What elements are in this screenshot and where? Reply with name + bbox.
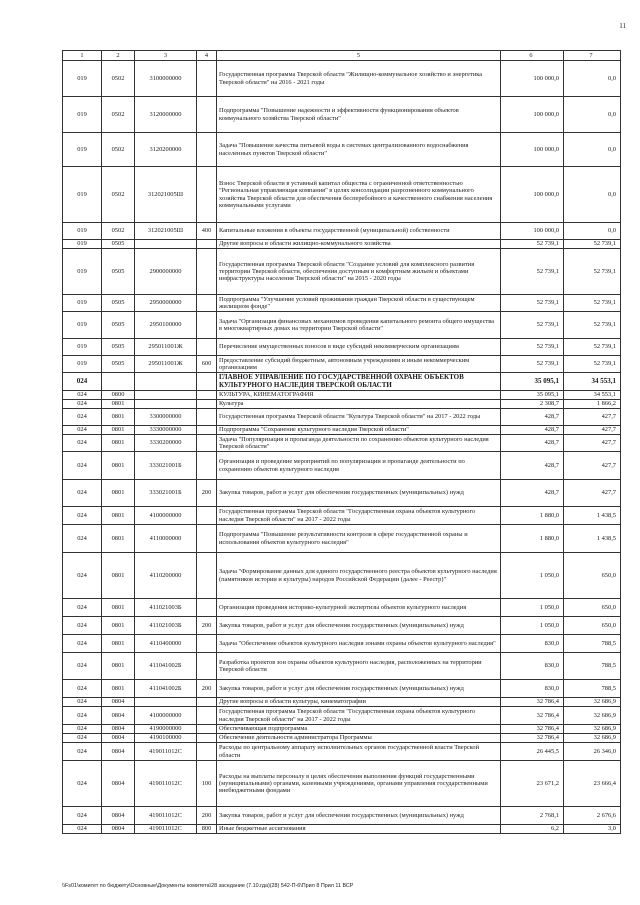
target-code-cell: 333021001Б: [135, 452, 197, 480]
amount-2019-cell: 52 739,1: [501, 240, 564, 249]
section-code-cell: 0801: [102, 553, 135, 599]
section-code-cell: 0502: [102, 61, 135, 97]
description-cell: Государственная программа Тверской области "Жилищно-коммунальное хозяйство и энергетика Тверской области" на 2016 - 2021 годы: [217, 61, 501, 97]
target-code-cell: 333021001Б: [135, 480, 197, 507]
amount-2020-cell: 0,0: [564, 97, 621, 133]
table-row: [63, 452, 621, 480]
description-cell: Закупка товаров, работ и услуг для обеспечения государственных (муниципальных) нужд: [217, 807, 501, 825]
expense-type-cell: [197, 97, 217, 133]
admin-code-cell: 024: [63, 553, 102, 599]
admin-code-cell: 024: [63, 825, 102, 834]
amount-2019-cell: 1 050,0: [501, 553, 564, 599]
amount-2019-cell: 32 786,4: [501, 698, 564, 707]
amount-2020-cell: 650,0: [564, 599, 621, 617]
description-cell: Иные бюджетные ассигнования: [217, 825, 501, 834]
section-code-cell: 0804: [102, 825, 135, 834]
table-row: [63, 133, 621, 167]
admin-code-cell: 019: [63, 167, 102, 223]
admin-code-cell: 019: [63, 312, 102, 339]
amount-2019-cell: 23 671,2: [501, 761, 564, 807]
table-row: [63, 61, 621, 97]
expense-type-cell: [197, 391, 217, 400]
section-code-cell: 0502: [102, 97, 135, 133]
table-row: [63, 761, 621, 807]
target-code-cell: [135, 373, 197, 391]
target-code-cell: 312021005Ш: [135, 223, 197, 240]
admin-code-cell: 024: [63, 617, 102, 635]
expense-type-cell: [197, 249, 217, 295]
header-cell-5: 5: [217, 51, 501, 61]
amount-2020-cell: 52 739,1: [564, 356, 621, 373]
amount-2020-cell: 0,0: [564, 61, 621, 97]
section-code-cell: 0800: [102, 391, 135, 400]
table-row: [63, 698, 621, 707]
expense-type-cell: [197, 435, 217, 452]
description-cell: Организация и проведение мероприятий по популяризации и пропаганде деятельности по сохранению объектов культурного наследия: [217, 452, 501, 480]
target-code-cell: 4100000000: [135, 707, 197, 725]
target-code-cell: [135, 400, 197, 409]
expense-type-cell: [197, 725, 217, 734]
description-cell: Расходы на выплаты персоналу в целях обеспечения выполнения функций государственными (муниципальными) органами, казенными учреждениями, органами управления государственными внебюджетными фондами: [217, 761, 501, 807]
table-row: [63, 295, 621, 312]
admin-code-cell: 024: [63, 761, 102, 807]
table-row: [63, 312, 621, 339]
admin-code-cell: 024: [63, 480, 102, 507]
amount-2019-cell: 35 095,1: [501, 373, 564, 391]
amount-2020-cell: 1 438,5: [564, 507, 621, 525]
expense-type-cell: [197, 61, 217, 97]
admin-code-cell: 024: [63, 373, 102, 391]
amount-2019-cell: 428,7: [501, 435, 564, 452]
amount-2020-cell: 427,7: [564, 452, 621, 480]
expense-type-cell: 400: [197, 223, 217, 240]
target-code-cell: 295011001Ж: [135, 356, 197, 373]
table-row: [63, 409, 621, 426]
amount-2020-cell: 52 739,1: [564, 295, 621, 312]
amount-2020-cell: 0,0: [564, 167, 621, 223]
expense-type-cell: [197, 653, 217, 680]
amount-2019-cell: 100 000,0: [501, 97, 564, 133]
expense-type-cell: [197, 635, 217, 653]
target-code-cell: 419011012С: [135, 807, 197, 825]
admin-code-cell: 024: [63, 707, 102, 725]
target-code-cell: 3100000000: [135, 61, 197, 97]
admin-code-cell: 024: [63, 680, 102, 698]
table-row: [63, 480, 621, 507]
expense-type-cell: [197, 525, 217, 553]
section-code-cell: 0801: [102, 680, 135, 698]
admin-code-cell: 024: [63, 452, 102, 480]
amount-2019-cell: 428,7: [501, 480, 564, 507]
amount-2019-cell: 52 739,1: [501, 249, 564, 295]
target-code-cell: 419011012С: [135, 761, 197, 807]
target-code-cell: 419011012С: [135, 743, 197, 761]
section-code-cell: 0801: [102, 426, 135, 435]
description-cell: Задача "Повышение качества питьевой воды в системах централизованного водоснабжения населенных пунктов Тверской области": [217, 133, 501, 167]
expense-type-cell: [197, 295, 217, 312]
table-row: [63, 240, 621, 249]
section-code-cell: 0505: [102, 312, 135, 339]
amount-2020-cell: 32 686,9: [564, 725, 621, 734]
description-cell: Государственная программа Тверской области "Культура Тверской области" на 2017 - 2022 годы: [217, 409, 501, 426]
table-row: [63, 400, 621, 409]
table-row: [63, 825, 621, 834]
amount-2019-cell: 100 000,0: [501, 133, 564, 167]
description-cell: Подпрограмма "Улучшение условий проживания граждан Тверской области в существующем жилищном фонде": [217, 295, 501, 312]
admin-code-cell: 024: [63, 743, 102, 761]
section-code-cell: 0502: [102, 167, 135, 223]
amount-2020-cell: 427,7: [564, 480, 621, 507]
amount-2020-cell: 32 686,9: [564, 734, 621, 743]
amount-2020-cell: 650,0: [564, 553, 621, 599]
section-code-cell: 0801: [102, 480, 135, 507]
expense-type-cell: [197, 507, 217, 525]
expense-type-cell: [197, 373, 217, 391]
expense-type-cell: 200: [197, 617, 217, 635]
expense-type-cell: 200: [197, 680, 217, 698]
description-cell: Обеспечение деятельности администратора Программы: [217, 734, 501, 743]
target-code-cell: 411041002Б: [135, 680, 197, 698]
description-cell: Подпрограмма "Повышение надежности и эффективности функционирования объектов коммунального хозяйства Тверской области": [217, 97, 501, 133]
amount-2020-cell: 3,0: [564, 825, 621, 834]
target-code-cell: 419011012С: [135, 825, 197, 834]
admin-code-cell: 019: [63, 97, 102, 133]
expense-type-cell: [197, 400, 217, 409]
footer-file-path: \\Fs01\комитет по бюджету\Основные\Документы комитета\28 заседание (7.10.гда)(28) 542-П-6\Прил 8 Прил 11 ВСР: [62, 883, 354, 889]
header-cell-2: 2: [102, 51, 135, 61]
target-code-cell: 312021005Ш: [135, 167, 197, 223]
description-cell: Перечисление имущественных взносов в виде субсидий некоммерческим организациям: [217, 339, 501, 356]
admin-code-cell: 024: [63, 435, 102, 452]
section-code-cell: 0804: [102, 734, 135, 743]
amount-2019-cell: 52 739,1: [501, 339, 564, 356]
expense-type-cell: [197, 409, 217, 426]
description-cell: Организация проведения историко-культурной экспертизы объектов культурного наследия: [217, 599, 501, 617]
section-code-cell: 0801: [102, 525, 135, 553]
section-code-cell: 0502: [102, 223, 135, 240]
table-row: [63, 435, 621, 452]
expense-type-cell: 100: [197, 761, 217, 807]
expense-type-cell: [197, 426, 217, 435]
admin-code-cell: 024: [63, 599, 102, 617]
admin-code-cell: 019: [63, 339, 102, 356]
table-row: [63, 339, 621, 356]
target-code-cell: 295011001Ж: [135, 339, 197, 356]
description-cell: Задача "Обеспечение объектов культурного наследия зонами охраны объектов культурного наследия": [217, 635, 501, 653]
amount-2020-cell: 427,7: [564, 409, 621, 426]
amount-2019-cell: 2 308,7: [501, 400, 564, 409]
section-code-cell: 0804: [102, 707, 135, 725]
amount-2019-cell: 1 880,0: [501, 507, 564, 525]
amount-2019-cell: 2 768,1: [501, 807, 564, 825]
description-cell: Подпрограмма "Сохранение культурного наследия Тверской области": [217, 426, 501, 435]
target-code-cell: 2900000000: [135, 249, 197, 295]
description-cell: Обеспечивающая подпрограмма: [217, 725, 501, 734]
amount-2019-cell: 52 739,1: [501, 295, 564, 312]
expense-type-cell: [197, 167, 217, 223]
description-cell: Расходы по центральному аппарату исполнительных органов государственной власти Тверской области: [217, 743, 501, 761]
target-code-cell: 3330200000: [135, 435, 197, 452]
amount-2020-cell: 650,0: [564, 617, 621, 635]
table-row: [63, 743, 621, 761]
table-row: [63, 680, 621, 698]
target-code-cell: [135, 391, 197, 400]
expense-type-cell: 600: [197, 356, 217, 373]
description-cell: Закупка товаров, работ и услуг для обеспечения государственных (муниципальных) нужд: [217, 480, 501, 507]
expense-type-cell: 200: [197, 480, 217, 507]
amount-2020-cell: 0,0: [564, 223, 621, 240]
target-code-cell: 2950100000: [135, 312, 197, 339]
amount-2020-cell: 32 686,9: [564, 707, 621, 725]
expense-type-cell: [197, 734, 217, 743]
table-row: [63, 635, 621, 653]
description-cell: Задача "Формирование данных для единого государственного реестра объектов культурного наследия (памятников истории и культуры) народов Российской Федерации (далее - Реестр)": [217, 553, 501, 599]
amount-2020-cell: 32 686,9: [564, 698, 621, 707]
expense-type-cell: [197, 452, 217, 480]
table-row: [63, 617, 621, 635]
target-code-cell: 4190100000: [135, 734, 197, 743]
section-code-cell: 0505: [102, 339, 135, 356]
section-code-cell: 0801: [102, 599, 135, 617]
target-code-cell: 4100000000: [135, 507, 197, 525]
amount-2019-cell: 100 000,0: [501, 61, 564, 97]
description-cell: Предоставление субсидий бюджетным, автономным учреждениям и иным некоммерческим организациям: [217, 356, 501, 373]
target-code-cell: 2950000000: [135, 295, 197, 312]
amount-2020-cell: 427,7: [564, 435, 621, 452]
amount-2020-cell: 1 438,5: [564, 525, 621, 553]
amount-2019-cell: 32 786,4: [501, 707, 564, 725]
table-row: [63, 553, 621, 599]
amount-2019-cell: 1 050,0: [501, 617, 564, 635]
amount-2020-cell: 788,5: [564, 635, 621, 653]
amount-2019-cell: 428,7: [501, 452, 564, 480]
admin-code-cell: 024: [63, 525, 102, 553]
expense-type-cell: [197, 240, 217, 249]
expense-type-cell: [197, 698, 217, 707]
section-code-cell: 0801: [102, 635, 135, 653]
admin-code-cell: 019: [63, 223, 102, 240]
target-code-cell: 4110400000: [135, 635, 197, 653]
admin-code-cell: 024: [63, 725, 102, 734]
section-code-cell: 0804: [102, 761, 135, 807]
amount-2019-cell: 35 095,1: [501, 391, 564, 400]
target-code-cell: 3330000000: [135, 426, 197, 435]
amount-2019-cell: 32 786,4: [501, 725, 564, 734]
description-cell: ГЛАВНОЕ УПРАВЛЕНИЕ ПО ГОСУДАРСТВЕННОЙ ОХРАНЕ ОБЪЕКТОВ КУЛЬТУРНОГО НАСЛЕДИЯ ТВЕРСКОЙ ОБЛАСТИ: [217, 373, 501, 391]
admin-code-cell: 019: [63, 133, 102, 167]
amount-2020-cell: 52 739,1: [564, 339, 621, 356]
section-code-cell: 0804: [102, 725, 135, 734]
target-code-cell: 411041002Б: [135, 653, 197, 680]
amount-2020-cell: 1 866,2: [564, 400, 621, 409]
admin-code-cell: 019: [63, 295, 102, 312]
target-code-cell: 3120000000: [135, 97, 197, 133]
target-code-cell: 411021003Б: [135, 617, 197, 635]
section-code-cell: 0505: [102, 295, 135, 312]
admin-code-cell: 019: [63, 356, 102, 373]
expense-type-cell: 200: [197, 807, 217, 825]
target-code-cell: 3300000000: [135, 409, 197, 426]
budget-table: [62, 50, 621, 834]
amount-2019-cell: 26 445,5: [501, 743, 564, 761]
amount-2020-cell: 34 553,1: [564, 391, 621, 400]
expense-type-cell: [197, 312, 217, 339]
amount-2019-cell: 32 786,4: [501, 734, 564, 743]
amount-2020-cell: 26 346,0: [564, 743, 621, 761]
section-code-cell: 0801: [102, 617, 135, 635]
table-header-row: [63, 51, 621, 61]
section-code-cell: 0801: [102, 400, 135, 409]
header-cell-1: 1: [63, 51, 102, 61]
amount-2019-cell: 1 050,0: [501, 599, 564, 617]
table-row: [63, 356, 621, 373]
description-cell: Другие вопросы в области жилищно-коммунального хозяйства: [217, 240, 501, 249]
admin-code-cell: 019: [63, 61, 102, 97]
section-code-cell: 0505: [102, 356, 135, 373]
target-code-cell: 3120200000: [135, 133, 197, 167]
section-code-cell: 0804: [102, 743, 135, 761]
description-cell: Культура: [217, 400, 501, 409]
section-code-cell: 0801: [102, 409, 135, 426]
table-row: [63, 223, 621, 240]
table-row: [63, 653, 621, 680]
target-code-cell: [135, 240, 197, 249]
target-code-cell: 4110000000: [135, 525, 197, 553]
description-cell: Задача "Организация финансовых механизмов проведения капитального ремонта общего имущества в многоквартирных домах на территории Тверской области": [217, 312, 501, 339]
target-code-cell: 4190000000: [135, 725, 197, 734]
section-code-cell: 0505: [102, 240, 135, 249]
expense-type-cell: [197, 743, 217, 761]
description-cell: Государственная программа Тверской области "Создание условий для комплексного развития территории Тверской области, обеспечения доступным и комфортным жильем и объектами инфраструктуры населения Тверской области" на 2015 - 2020 годы: [217, 249, 501, 295]
amount-2019-cell: 428,7: [501, 409, 564, 426]
target-code-cell: 4110200000: [135, 553, 197, 599]
target-code-cell: [135, 698, 197, 707]
amount-2020-cell: 52 739,1: [564, 249, 621, 295]
target-code-cell: 411021003Б: [135, 599, 197, 617]
table-row: [63, 599, 621, 617]
expense-type-cell: [197, 707, 217, 725]
description-cell: Государственная программа Тверской области "Государственная охрана объектов культурного наследия Тверской области" на 2017 - 2022 годы: [217, 707, 501, 725]
amount-2020-cell: 34 553,1: [564, 373, 621, 391]
table-row: [63, 734, 621, 743]
expense-type-cell: [197, 339, 217, 356]
section-code-cell: 0804: [102, 698, 135, 707]
amount-2020-cell: 427,7: [564, 426, 621, 435]
section-code-cell: 0801: [102, 435, 135, 452]
amount-2019-cell: 830,0: [501, 635, 564, 653]
amount-2019-cell: 100 000,0: [501, 167, 564, 223]
table-row: [63, 249, 621, 295]
amount-2019-cell: 52 739,1: [501, 356, 564, 373]
amount-2020-cell: 23 666,4: [564, 761, 621, 807]
table-row: [63, 507, 621, 525]
table-row: [63, 97, 621, 133]
description-cell: Взнос Тверской области в уставный капитал общества с ограниченной ответственностью "Региональная управляющая компания" в целях консолидации разрозненного коммунального хозяйства Тверской области для обеспечения бесперебойного и качественного снабжения населения коммунальными услугами: [217, 167, 501, 223]
amount-2019-cell: 830,0: [501, 680, 564, 698]
header-cell-3: 3: [135, 51, 197, 61]
admin-code-cell: 024: [63, 635, 102, 653]
expense-type-cell: [197, 599, 217, 617]
section-code-cell: 0801: [102, 653, 135, 680]
amount-2019-cell: 1 880,0: [501, 525, 564, 553]
admin-code-cell: 019: [63, 240, 102, 249]
table-row: [63, 391, 621, 400]
admin-code-cell: 019: [63, 249, 102, 295]
description-cell: Капитальные вложения в объекты государственной (муниципальной) собственности: [217, 223, 501, 240]
description-cell: Государственная программа Тверской области "Государственная охрана объектов культурного наследия Тверской области" на 2017 - 2022 годы: [217, 507, 501, 525]
admin-code-cell: 024: [63, 653, 102, 680]
admin-code-cell: 024: [63, 734, 102, 743]
amount-2020-cell: 2 676,6: [564, 807, 621, 825]
section-code-cell: 0505: [102, 249, 135, 295]
header-cell-4: 4: [197, 51, 217, 61]
table-row: [63, 807, 621, 825]
page-number: 11: [619, 22, 626, 30]
amount-2019-cell: 100 000,0: [501, 223, 564, 240]
table-row: [63, 373, 621, 391]
table-row: [63, 525, 621, 553]
amount-2020-cell: 52 739,1: [564, 240, 621, 249]
description-cell: Закупка товаров, работ и услуг для обеспечения государственных (муниципальных) нужд: [217, 617, 501, 635]
amount-2020-cell: 788,5: [564, 680, 621, 698]
section-code-cell: 0502: [102, 133, 135, 167]
admin-code-cell: 024: [63, 409, 102, 426]
description-cell: Задача "Популяризация и пропаганда деятельности по сохранению объектов культурного наследия Тверской области": [217, 435, 501, 452]
section-code-cell: 0801: [102, 452, 135, 480]
description-cell: Закупка товаров, работ и услуг для обеспечения государственных (муниципальных) нужд: [217, 680, 501, 698]
amount-2019-cell: 428,7: [501, 426, 564, 435]
description-cell: КУЛЬТУРА, КИНЕМАТОГРАФИЯ: [217, 391, 501, 400]
amount-2019-cell: 6,2: [501, 825, 564, 834]
amount-2020-cell: 788,5: [564, 653, 621, 680]
admin-code-cell: 024: [63, 400, 102, 409]
expense-type-cell: [197, 133, 217, 167]
amount-2020-cell: 52 739,1: [564, 312, 621, 339]
description-cell: Другие вопросы в области культуры, кинематографии: [217, 698, 501, 707]
section-code-cell: [102, 373, 135, 391]
table-row: [63, 725, 621, 734]
description-cell: Разработка проектов зон охраны объектов культурного наследия, расположенных на территории Тверской области: [217, 653, 501, 680]
table-row: [63, 426, 621, 435]
header-cell-6: 6: [501, 51, 564, 61]
admin-code-cell: 024: [63, 698, 102, 707]
amount-2019-cell: 52 739,1: [501, 312, 564, 339]
admin-code-cell: 024: [63, 426, 102, 435]
admin-code-cell: 024: [63, 391, 102, 400]
description-cell: Подпрограмма "Повышение результативности контроля в сфере государственной охраны и использования объектов культурного наследия": [217, 525, 501, 553]
table-row: [63, 707, 621, 725]
expense-type-cell: [197, 553, 217, 599]
section-code-cell: 0801: [102, 507, 135, 525]
table-row: [63, 167, 621, 223]
section-code-cell: 0804: [102, 807, 135, 825]
amount-2020-cell: 0,0: [564, 133, 621, 167]
admin-code-cell: 024: [63, 807, 102, 825]
header-cell-7: 7: [564, 51, 621, 61]
admin-code-cell: 024: [63, 507, 102, 525]
amount-2019-cell: 830,0: [501, 653, 564, 680]
expense-type-cell: 800: [197, 825, 217, 834]
